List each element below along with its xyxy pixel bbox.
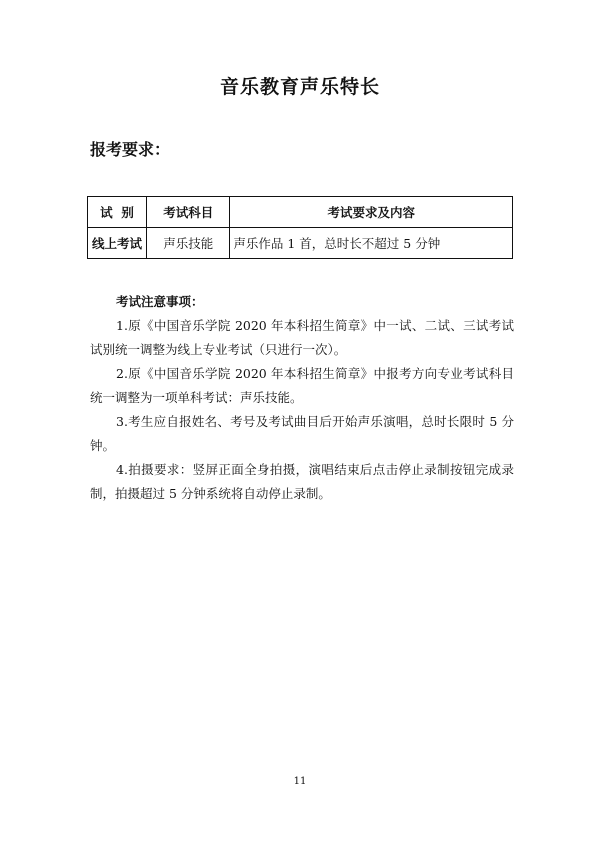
cell-exam-subject: 声乐技能 (147, 228, 230, 259)
note-item-3: 3.考生应自报姓名、考号及考试曲目后开始声乐演唱，总时长限时 5 分钟。 (90, 414, 514, 453)
table-row (88, 228, 513, 259)
cell-exam-content: 声乐作品 1 首，总时长不超过 5 分钟 (230, 228, 513, 259)
note-item-2: 2.原《中国音乐学院 2020 年本科招生简章》中报考方向专业考试科目统一调整为一项单科考试：声乐技能。 (90, 366, 514, 405)
section-heading: 报考要求： (90, 140, 171, 159)
header-exam-type: 试 别 (88, 197, 147, 228)
requirements-table (87, 196, 513, 259)
note-item-1: 1.原《中国音乐学院 2020 年本科招生简章》中一试、二试、三试考试试别统一调整为线上专业考试（只进行一次）。 (90, 318, 514, 357)
exam-notes (90, 290, 514, 506)
cell-exam-type: 线上考试 (88, 228, 147, 259)
page-number: 11 (293, 776, 307, 787)
table-header-row (88, 197, 513, 228)
notes-heading: 考试注意事项： (116, 294, 204, 309)
header-exam-content: 考试要求及内容 (230, 197, 513, 228)
page-title: 音乐教育声乐特长 (219, 76, 380, 98)
note-item-4: 4.拍摄要求：竖屏正面全身拍摄，演唱结束后点击停止录制按钮完成录制，拍摄超过 5 分钟系统将自动停止录制。 (90, 462, 514, 501)
header-exam-subject: 考试科目 (147, 197, 230, 228)
